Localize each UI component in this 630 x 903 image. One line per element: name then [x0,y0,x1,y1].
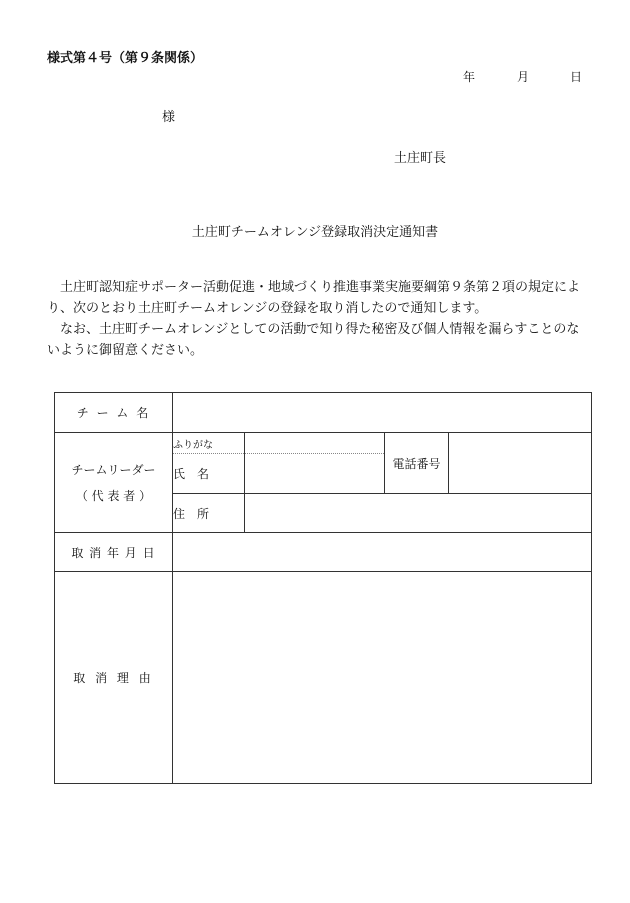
form-number: 様式第４号（第９条関係） [47,51,204,66]
row-cancel-reason [55,572,592,784]
cancel-reason-field[interactable] [173,572,592,784]
phone-label: 電話番号 [385,433,449,494]
name-label: 氏 名 [173,454,245,494]
cancel-date-label: 取 消 年 月 日 [71,545,156,560]
body-paragraph-2: なお、土庄町チームオレンジとしての活動で知り得た秘密及び個人情報を漏らすことのないように御留意ください。 [47,322,580,358]
body-paragraph-1: 土庄町認知症サポーター活動促進・地域づくり推進事業実施要綱第９条第２項の規定により、次のとおり土庄町チームオレンジの登録を取り消したので通知します。 [47,280,581,316]
issuer-name: 土庄町長 [394,151,447,166]
leader-label-line1: チームリーダー [71,462,156,477]
addressee-suffix: 様 [162,110,176,125]
team-name-label-cell [55,393,173,433]
date-year-label: 年 [463,70,476,84]
row-cancel-date [55,533,592,572]
body-text [47,277,587,361]
address-field[interactable] [245,494,592,533]
row-furigana [55,433,592,454]
row-team-name [55,393,592,433]
address-label: 住 所 [173,494,245,533]
name-field[interactable] [245,454,385,494]
notification-form-table [54,392,592,784]
furigana-field[interactable] [245,433,385,454]
team-name-label: チ ー ム 名 [76,406,151,420]
leader-label-cell [55,433,173,533]
phone-field[interactable] [449,433,592,494]
cancel-date-field[interactable] [173,533,592,572]
cancel-date-label-cell [55,533,173,572]
date-month-label: 月 [517,70,530,84]
cancel-reason-label-cell [55,572,173,784]
leader-label-line2: （ 代 表 者 ） [75,488,152,503]
furigana-label: ふりがな [173,433,245,454]
date-day-label: 日 [570,70,583,84]
document-title: 土庄町チームオレンジ登録取消決定通知書 [191,225,439,240]
cancel-reason-label: 取 消 理 由 [73,671,154,685]
team-name-field[interactable] [173,393,592,433]
